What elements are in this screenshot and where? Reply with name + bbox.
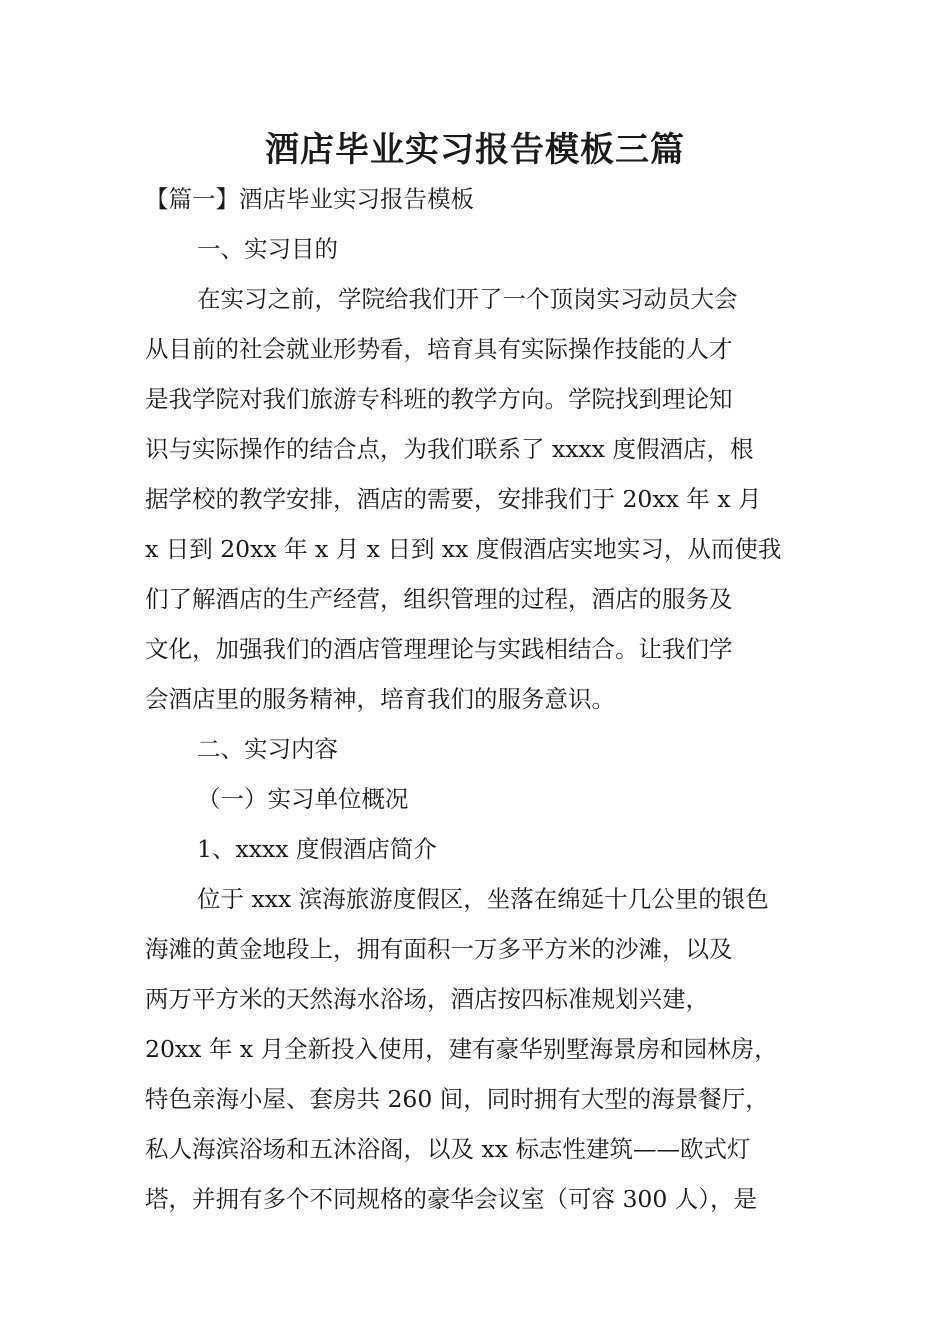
paragraph-line: 在实习之前，学院给我们开了一个顶岗实习动员大会	[197, 285, 738, 313]
paragraph-line: 会酒店里的服务精神，培育我们的服务意识。	[145, 685, 615, 713]
subheading-hotel-intro: 1、xxxx 度假酒店简介	[197, 835, 437, 863]
document-title: 酒店毕业实习报告模板三篇	[265, 130, 685, 170]
paragraph-line: 是我学院对我们旅游专科班的教学方向。学院找到理论知	[145, 385, 733, 413]
subheading-unit-overview: （一）实习单位概况	[197, 785, 409, 813]
paragraph-line: 私人海滨浴场和五沐浴阁，以及 xx 标志性建筑——欧式灯	[145, 1135, 751, 1163]
paragraph-line: 位于 xxx 滨海旅游度假区，坐落在绵延十几公里的银色	[197, 885, 769, 913]
paragraph-line: 特色亲海小屋、套房共 260 间，同时拥有大型的海景餐厅，	[145, 1085, 769, 1113]
paragraph-line: 海滩的黄金地段上，拥有面积一万多平方米的沙滩，以及	[145, 935, 733, 963]
paragraph-line: x 日到 20xx 年 x 月 x 日到 xx 度假酒店实地实习，从而使我	[145, 535, 782, 563]
paragraph-line: 文化，加强我们的酒店管理理论与实践相结合。让我们学	[145, 635, 733, 663]
paragraph-line: 从目前的社会就业形势看，培育具有实际操作技能的人才	[145, 335, 733, 363]
heading-content: 二、实习内容	[197, 735, 338, 763]
section-heading: 【篇一】酒店毕业实习报告模板	[145, 185, 474, 213]
heading-purpose: 一、实习目的	[197, 235, 338, 263]
paragraph-line: 塔，并拥有多个不同规格的豪华会议室（可容 300 人），是	[145, 1185, 758, 1213]
paragraph-line: 们了解酒店的生产经营，组织管理的过程，酒店的服务及	[145, 585, 733, 613]
paragraph-line: 据学校的教学安排，酒店的需要，安排我们于 20xx 年 x 月	[145, 485, 762, 513]
paragraph-line: 20xx 年 x 月全新投入使用，建有豪华别墅海景房和园林房，	[145, 1035, 778, 1063]
paragraph-line: 识与实际操作的结合点，为我们联系了 xxxx 度假酒店，根	[145, 435, 754, 463]
paragraph-line: 两万平方米的天然海水浴场，酒店按四标准规划兴建，	[145, 985, 709, 1013]
